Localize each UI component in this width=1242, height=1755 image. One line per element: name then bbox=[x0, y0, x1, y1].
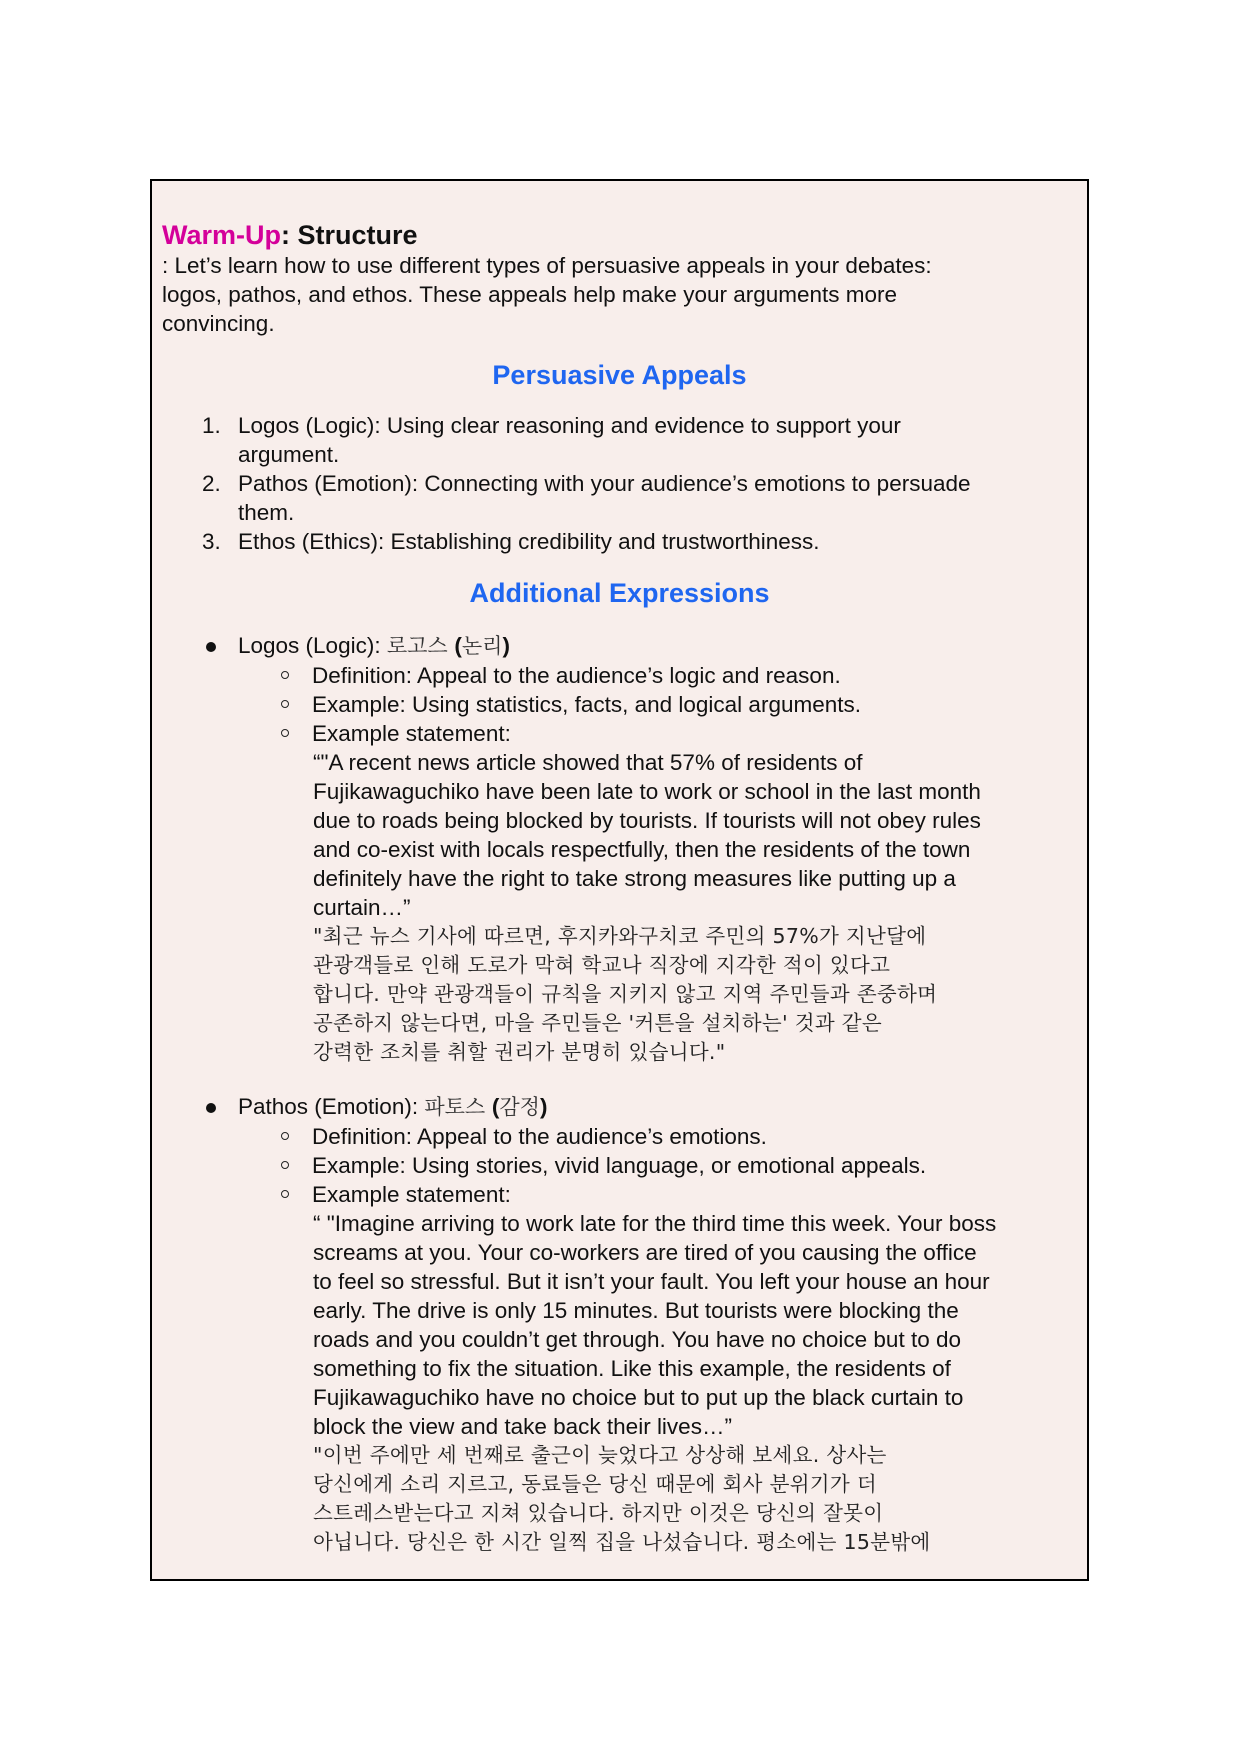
logos-quote-english bbox=[238, 748, 1083, 922]
example-statement-label: Example statement: bbox=[312, 721, 511, 746]
quote-line: something to fix the situation. Like this example, the residents of bbox=[313, 1356, 951, 1381]
sub-bullet-icon bbox=[281, 729, 289, 737]
example-text: Example: Using stories, vivid language, or emotional appeals. bbox=[312, 1153, 927, 1178]
intro-paragraph bbox=[162, 251, 1062, 338]
logos-quote-korean bbox=[238, 922, 1089, 1067]
section-korean-inner: 감정 bbox=[499, 1095, 540, 1119]
quote-line-ko: 당신에게 소리 지르고, 동료들은 당신 때문에 회사 분위기가 더 bbox=[313, 1472, 877, 1496]
quote-line-ko: "이번 주에만 세 번째로 출근이 늦었다고 상상해 보세요. 상사는 bbox=[313, 1443, 887, 1467]
list-item-text: Pathos (Emotion): Connecting with your audience’s emotions to persuade bbox=[238, 471, 971, 496]
pathos-section bbox=[162, 1092, 1087, 1557]
quote-line: early. The drive is only 15 minutes. But tourists were blocking the bbox=[313, 1298, 959, 1323]
sub-bullet-icon bbox=[281, 1161, 289, 1169]
quote-line: due to roads being blocked by tourists. If tourists will not obey rules bbox=[313, 808, 981, 833]
persuasive-appeals-heading: Persuasive Appeals bbox=[492, 360, 747, 390]
quote-line-ko: 강력한 조치를 취할 권리가 분명히 있습니다." bbox=[313, 1040, 726, 1064]
sub-bullet-icon bbox=[281, 700, 289, 708]
quote-line: “"A recent news article showed that 57% of residents of bbox=[313, 750, 863, 775]
list-item-text: Logos (Logic): Using clear reasoning and evidence to support your bbox=[238, 413, 901, 438]
pathos-sub-list bbox=[162, 1122, 1087, 1209]
sub-bullet-icon bbox=[281, 1132, 289, 1140]
paren-close: ) bbox=[539, 1094, 548, 1119]
list-item-text: them. bbox=[238, 500, 295, 525]
section-korean: 로고스 bbox=[386, 634, 455, 658]
quote-line-ko: 합니다. 만약 관광객들이 규칙을 지키지 않고 지역 주민들과 존중하며 bbox=[313, 982, 938, 1006]
warm-up-content bbox=[162, 219, 1087, 1557]
example-statement-label: Example statement: bbox=[312, 1182, 511, 1207]
quote-line-ko: 관광객들로 인해 도로가 막혀 학교나 직장에 지각한 적이 있다고 bbox=[313, 953, 891, 977]
quote-line: and co-exist with locals respectfully, then the residents of the town bbox=[313, 837, 971, 862]
quote-line: Fujikawaguchiko have no choice but to put up the black curtain to bbox=[313, 1385, 964, 1410]
list-item bbox=[162, 469, 1068, 527]
list-item-text: Ethos (Ethics): Establishing credibility and trustworthiness. bbox=[238, 529, 820, 554]
example-item bbox=[161, 1151, 1087, 1180]
list-number: 3. bbox=[202, 529, 221, 554]
paren-open: ( bbox=[454, 633, 462, 658]
section-label: Pathos (Emotion): bbox=[238, 1094, 425, 1119]
quote-line: Fujikawaguchiko have been late to work or school in the last month bbox=[313, 779, 981, 804]
quote-line: “ "Imagine arriving to work late for the third time this week. Your boss bbox=[313, 1211, 997, 1236]
sub-bullet-icon bbox=[281, 1190, 289, 1198]
pathos-quote-korean bbox=[238, 1441, 1089, 1557]
quote-line: definitely have the right to take strong measures like putting up a bbox=[313, 866, 956, 891]
title-rest: : Structure bbox=[281, 220, 418, 250]
warm-up-box bbox=[150, 179, 1089, 1581]
list-item-text: argument. bbox=[238, 442, 340, 467]
persuasive-appeals-list bbox=[162, 411, 1087, 556]
additional-expressions-heading: Additional Expressions bbox=[469, 578, 770, 608]
intro-line: : Let’s learn how to use different types of persuasive appeals in your debates: bbox=[162, 253, 932, 278]
definition-text: Definition: Appeal to the audience’s logic and reason. bbox=[312, 663, 841, 688]
additional-expressions-list bbox=[162, 631, 1087, 1557]
list-item bbox=[162, 527, 1068, 556]
list-number: 1. bbox=[202, 413, 221, 438]
definition-item bbox=[161, 1122, 1087, 1151]
intro-line: convincing. bbox=[162, 311, 275, 336]
example-statement-item bbox=[161, 1180, 1087, 1209]
quote-line-ko: 스트레스받는다고 지쳐 있습니다. 하지만 이것은 당신의 잘못이 bbox=[313, 1501, 884, 1525]
quote-line-ko: 아닙니다. 당신은 한 시간 일찍 집을 나섰습니다. 평소에는 15분밖에 bbox=[313, 1530, 931, 1554]
quote-line: screams at you. Your co-workers are tired of you causing the office bbox=[313, 1240, 977, 1265]
quote-line-ko: "최근 뉴스 기사에 따르면, 후지카와구치코 주민의 57%가 지난달에 bbox=[313, 924, 927, 948]
quote-line: curtain…” bbox=[313, 895, 411, 920]
section-korean: 파토스 bbox=[424, 1095, 492, 1119]
pathos-quote-english bbox=[238, 1209, 1083, 1441]
example-text: Example: Using statistics, facts, and logical arguments. bbox=[312, 692, 861, 717]
page-title bbox=[162, 219, 1087, 251]
quote-line: block the view and take back their lives…” bbox=[313, 1414, 732, 1439]
section-korean-inner: 논리 bbox=[461, 634, 503, 658]
quote-line-ko: 공존하지 않는다면, 마을 주민들은 '커튼을 설치하는' 것과 같은 bbox=[313, 1011, 882, 1035]
definition-text: Definition: Appeal to the audience’s emotions. bbox=[312, 1124, 767, 1149]
section-label: Logos (Logic): bbox=[238, 633, 387, 658]
spacer bbox=[162, 1067, 1087, 1092]
paren-close: ) bbox=[502, 633, 510, 658]
list-number: 2. bbox=[202, 471, 221, 496]
definition-item bbox=[161, 661, 1087, 690]
quote-line: to feel so stressful. But it isn’t your fault. You left your house an hour bbox=[313, 1269, 990, 1294]
title-accent: Warm-Up bbox=[162, 220, 281, 250]
bullet-icon bbox=[206, 1103, 216, 1113]
quote-line: roads and you couldn’t get through. You have no choice but to do bbox=[313, 1327, 961, 1352]
intro-line: logos, pathos, and ethos. These appeals help make your arguments more bbox=[162, 282, 898, 307]
list-item bbox=[162, 411, 1068, 469]
example-statement-item bbox=[161, 719, 1087, 748]
sub-bullet-icon bbox=[281, 671, 289, 679]
paren-open: ( bbox=[491, 1094, 500, 1119]
example-item bbox=[161, 690, 1087, 719]
logos-sub-list bbox=[162, 661, 1087, 748]
bullet-icon bbox=[206, 642, 216, 652]
logos-section bbox=[162, 631, 1087, 1067]
